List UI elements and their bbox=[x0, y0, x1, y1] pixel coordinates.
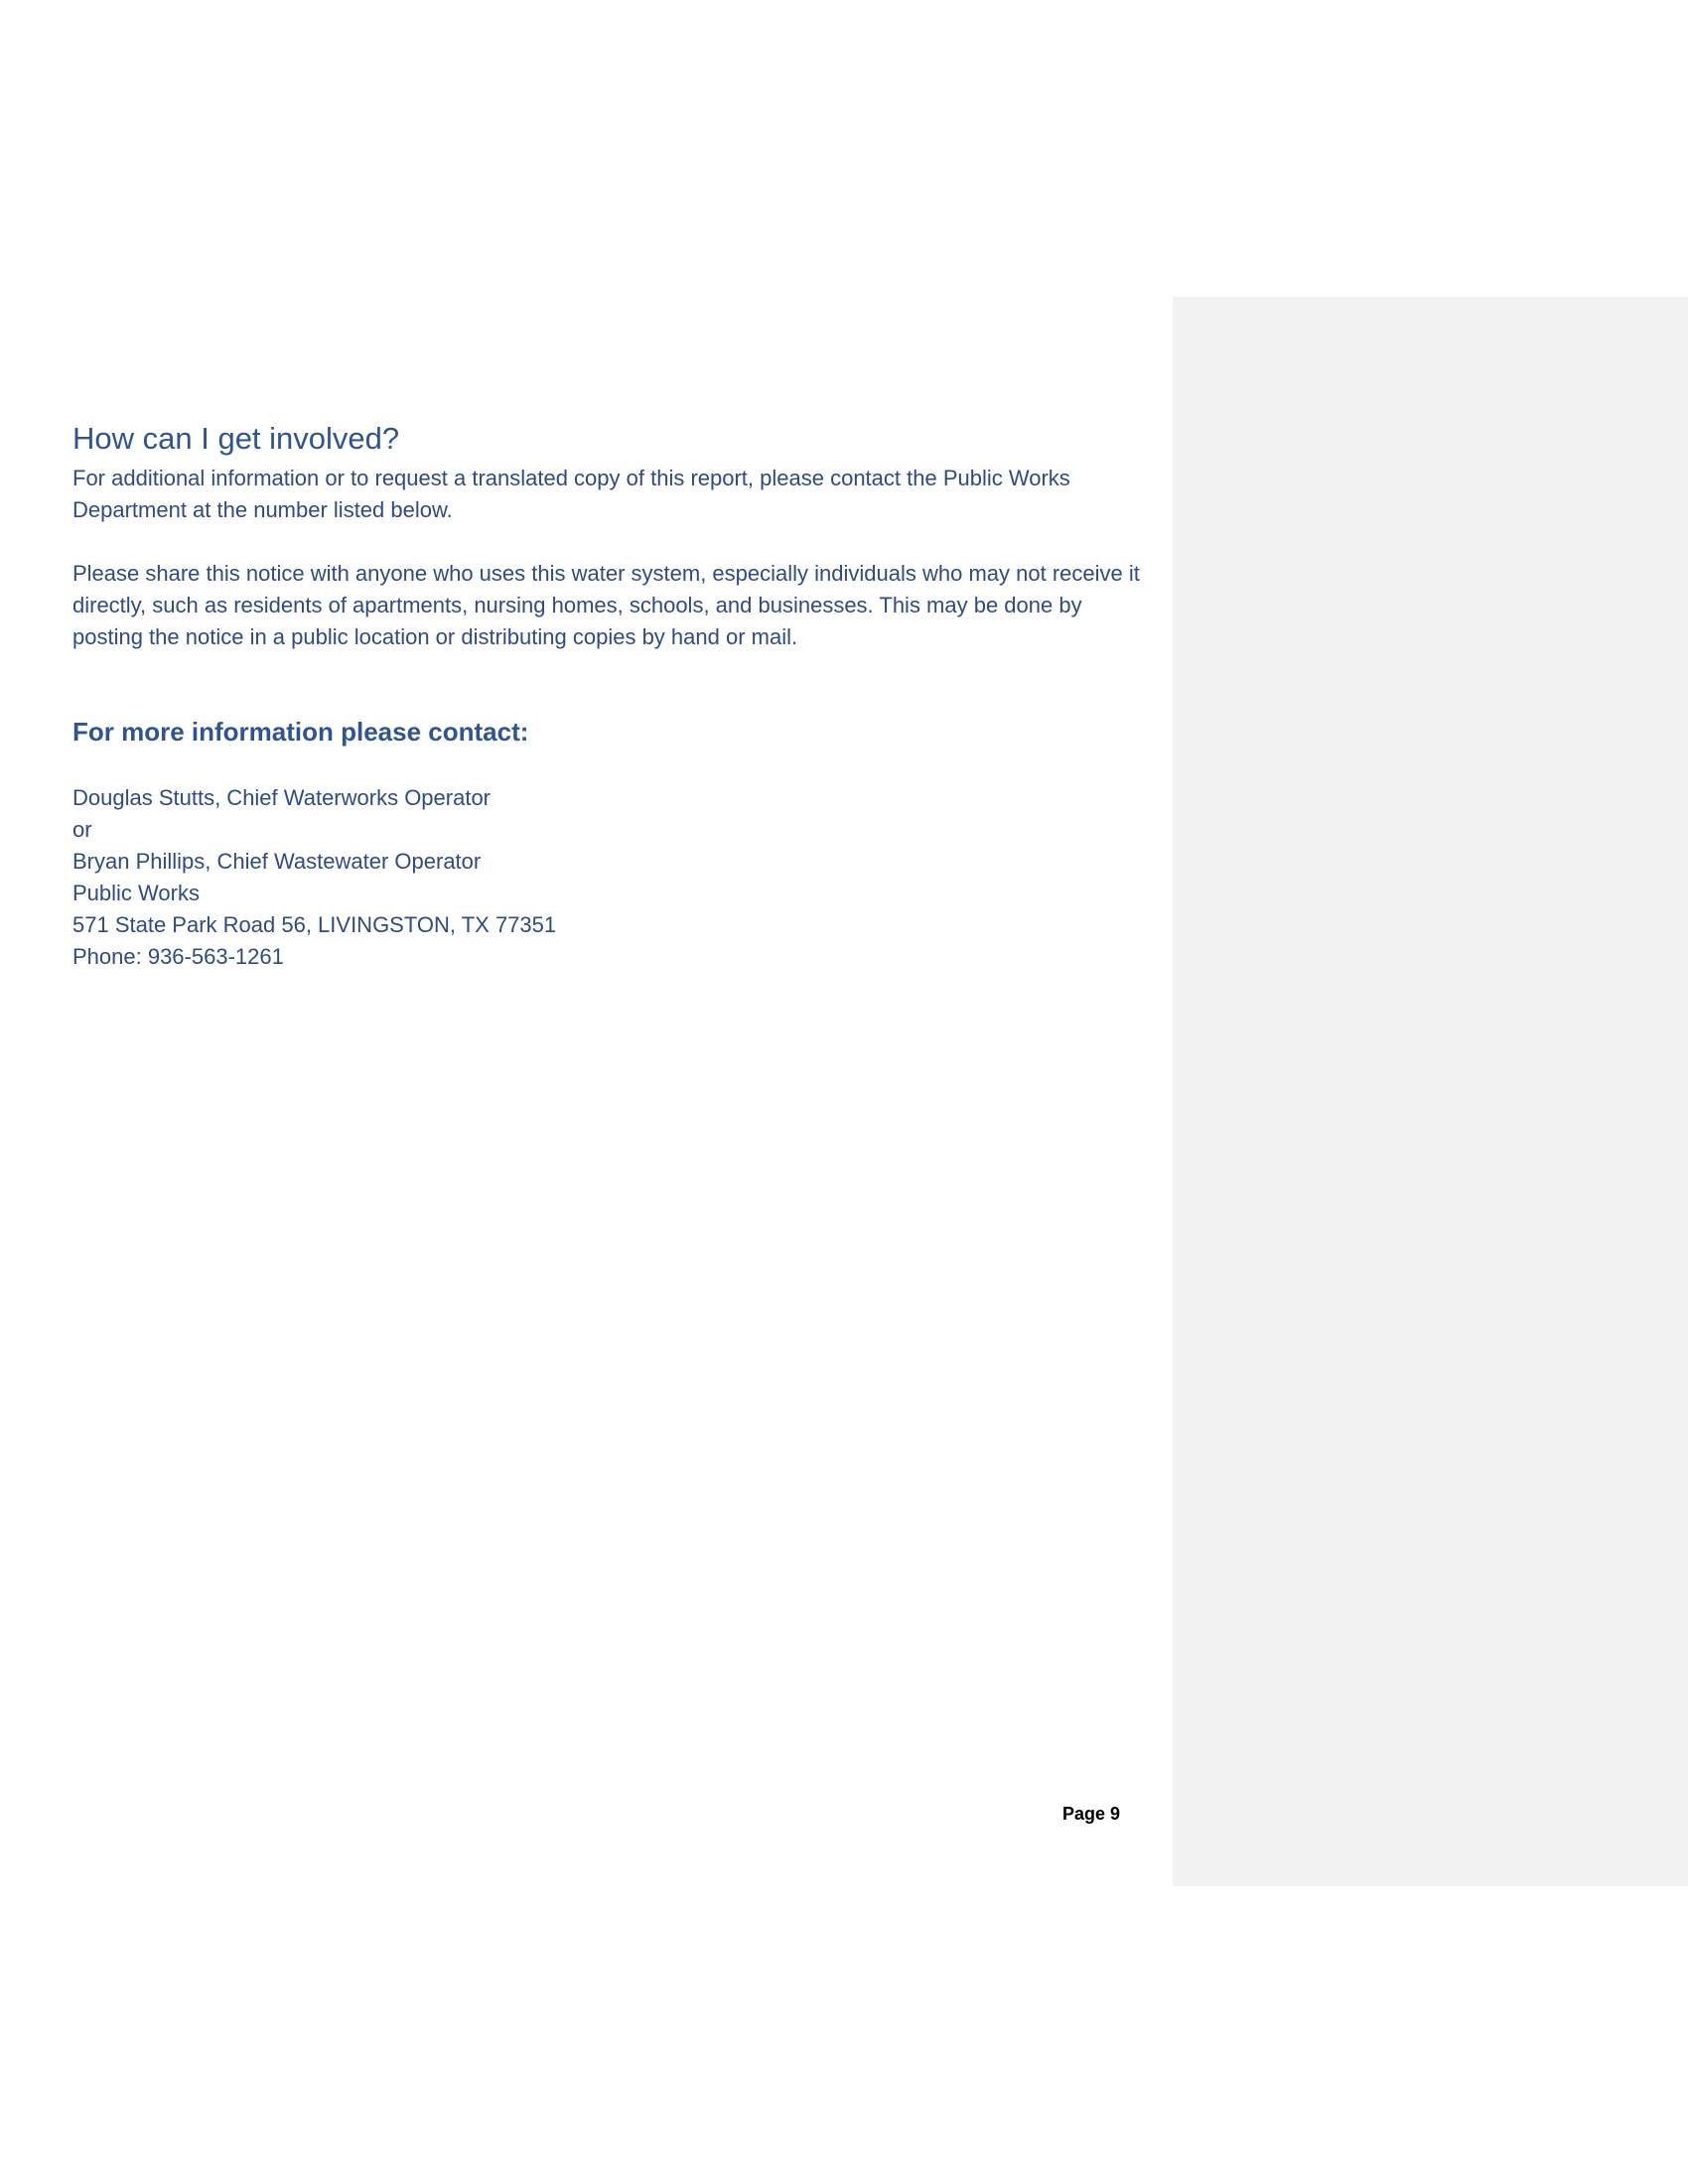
contact-line-waterworks-operator: Douglas Stutts, Chief Waterworks Operator bbox=[72, 785, 492, 810]
contact-block bbox=[72, 782, 556, 973]
contact-heading: For more information please contact: bbox=[72, 717, 529, 747]
contact-line-department: Public Works bbox=[72, 881, 200, 905]
contact-line-address: 571 State Park Road 56, LIVINGSTON, TX 77351 bbox=[72, 912, 557, 937]
page-number: Page 9 bbox=[1061, 1804, 1120, 1824]
contact-line-phone: Phone: 936-563-1261 bbox=[72, 944, 284, 969]
section-heading: How can I get involved? bbox=[72, 421, 400, 456]
paragraph-translation-request: For additional information or to request a translated copy of this report, please contact the Public Works Department at the number listed below. bbox=[72, 466, 1070, 522]
involvement-section bbox=[72, 415, 1145, 653]
contact-line-or: or bbox=[72, 817, 92, 842]
paragraph-share-notice: Please share this notice with anyone who uses this water system, especially individuals who may not receive it directly, such as residents of apartments, nursing homes, schools, and businesses. This may be done by posting the notice in a public location or distributing copies by hand or mail. bbox=[72, 561, 1140, 649]
side-panel bbox=[1173, 297, 1688, 1886]
contact-line-wastewater-operator: Bryan Phillips, Chief Wastewater Operator bbox=[72, 849, 482, 874]
